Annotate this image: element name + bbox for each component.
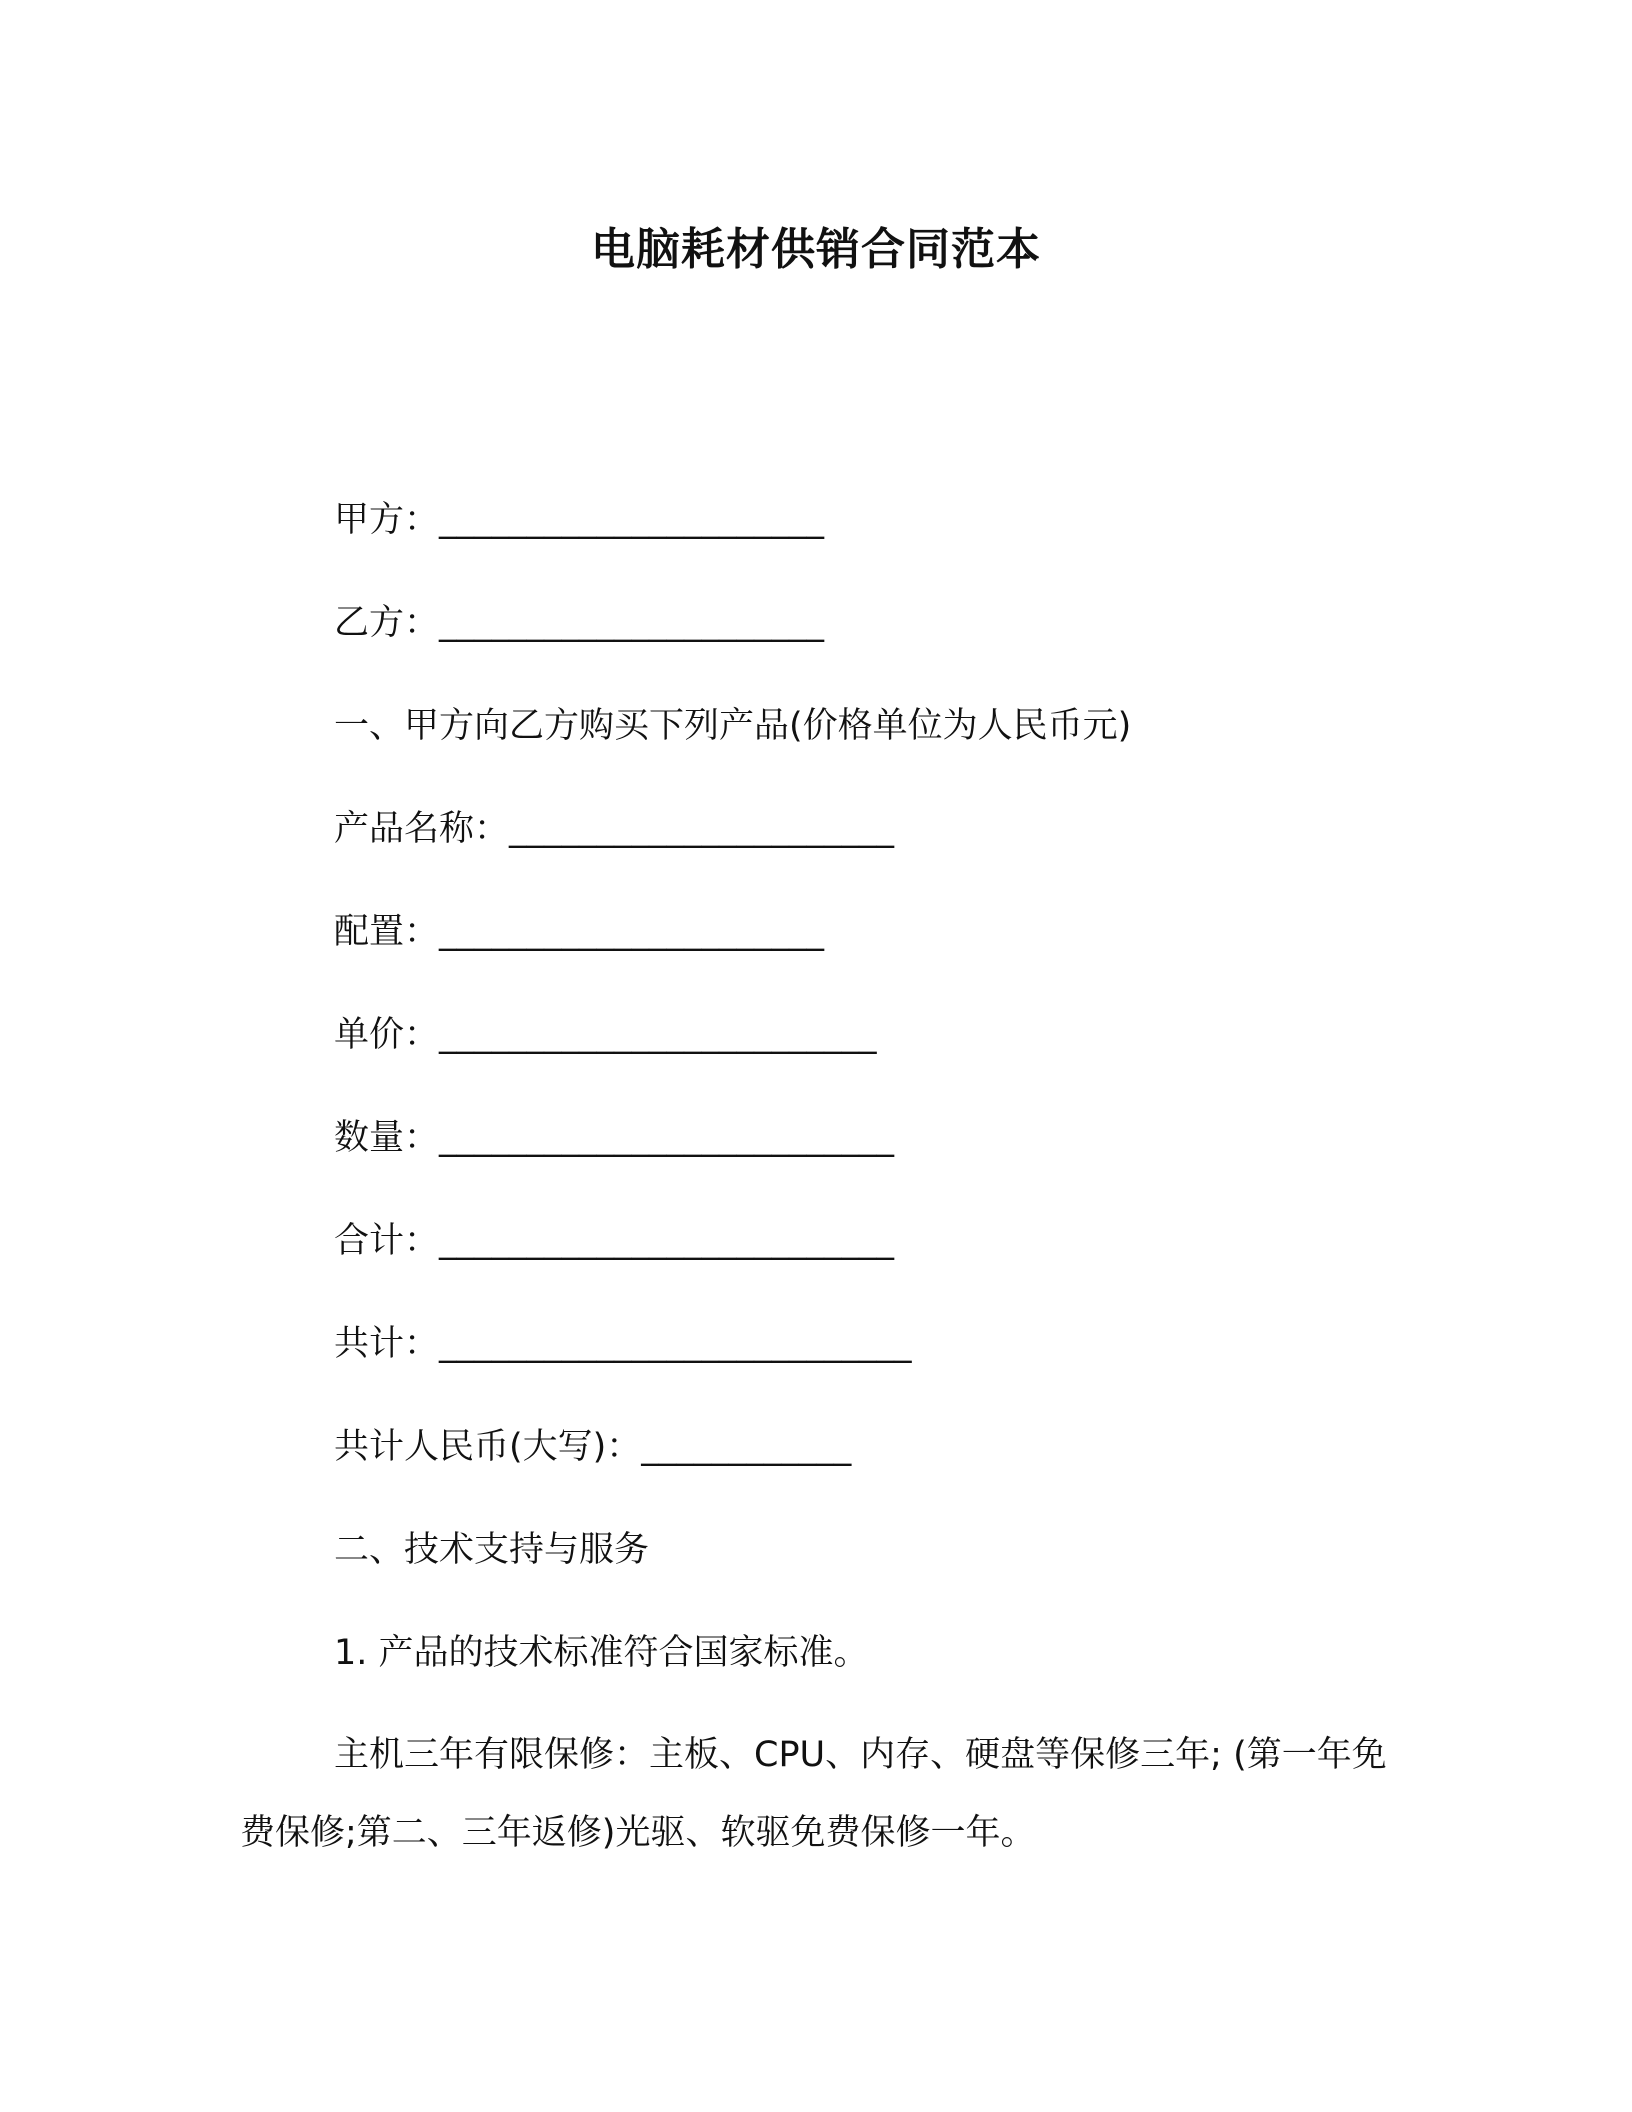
- unit-price-line: 单价：_________________________: [334, 1015, 877, 1055]
- party-a-line: 甲方：______________________: [334, 500, 825, 540]
- warranty-paragraph: 主机三年有限保修：主板、CPU、内存、硬盘等保修三年; (第一年免费保修;第二、三年返修)光驱、软驱免费保修一年。: [240, 1735, 1387, 1853]
- section-two-heading: 二、技术支持与服务: [334, 1530, 650, 1570]
- total-rmb-uppercase-line: 共计人民币(大写)：____________: [334, 1427, 852, 1467]
- party-b-line: 乙方：______________________: [334, 603, 825, 643]
- section-one-heading: 一、甲方向乙方购买下列产品(价格单位为人民币元): [334, 706, 1132, 746]
- subtotal-line: 合计：__________________________: [334, 1221, 895, 1261]
- technical-standard-line: 1. 产品的技术标准符合国家标准。: [334, 1633, 869, 1673]
- document-title: 电脑耗材供销合同范本: [591, 224, 1041, 275]
- configuration-line: 配置：______________________: [334, 912, 825, 952]
- total-line: 共计：___________________________: [334, 1324, 912, 1364]
- product-name-line: 产品名称：______________________: [334, 809, 895, 849]
- quantity-line: 数量：__________________________: [334, 1118, 895, 1158]
